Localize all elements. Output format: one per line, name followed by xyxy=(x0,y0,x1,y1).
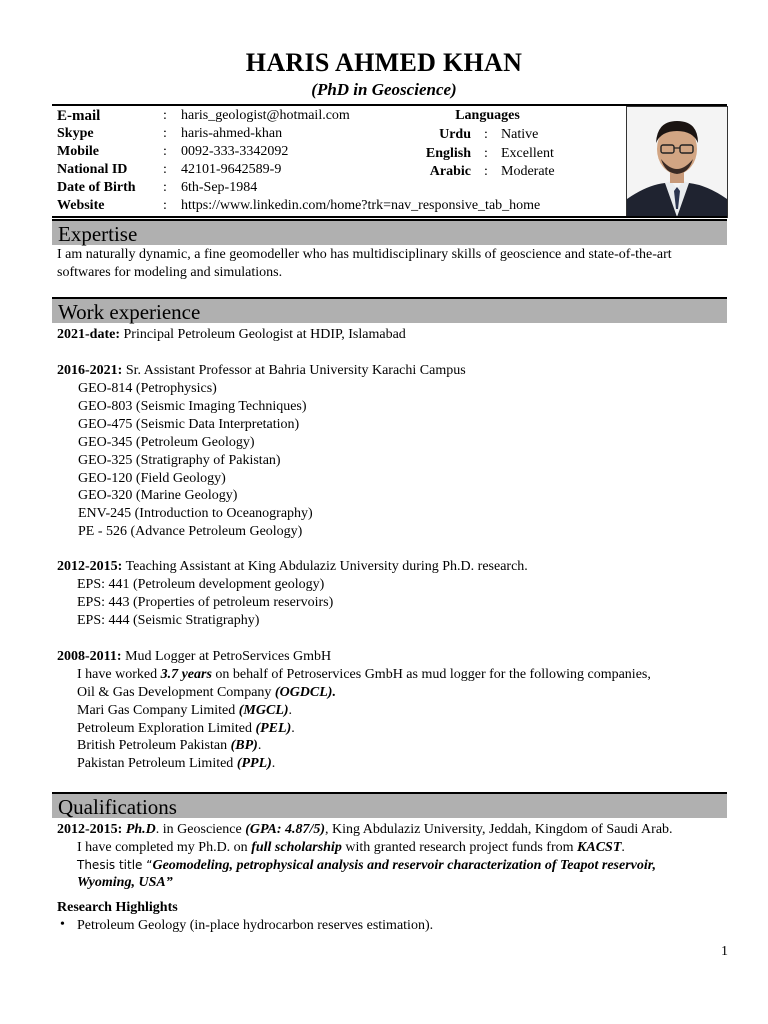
section-header-qualifications: Qualifications xyxy=(52,792,727,818)
skype-label: Skype xyxy=(57,126,94,141)
contact-row-mobile: Mobile : 0092-333-3342092 xyxy=(57,144,289,159)
job-entry: 2008-2011: Mud Logger at PetroServices GmbH xyxy=(57,649,332,664)
contact-row-email: E-mail : haris_geologist@hotmail.com xyxy=(57,108,350,124)
email-value[interactable]: haris_geologist@hotmail.com xyxy=(181,108,350,123)
qualification-entry: 2012-2015: Ph.D. in Geoscience (GPA: 4.87/5), King Abdulaziz University, Jeddah, Kingdom of Saudi Arab. xyxy=(57,822,673,837)
thesis-label: Thesis title “ xyxy=(77,858,153,872)
language-row: English : Excellent xyxy=(425,145,554,161)
mobile-value: 0092-333-3342092 xyxy=(181,144,289,159)
profile-photo xyxy=(626,106,728,218)
job-entry: 2012-2015: Teaching Assistant at King Abdulaziz University during Ph.D. research. xyxy=(57,559,528,574)
email-label: E-mail xyxy=(57,108,101,124)
course-item: GEO-814 (Petrophysics) xyxy=(78,381,217,396)
national-id-value: 42101-9642589-9 xyxy=(181,162,282,177)
skype-value: haris-ahmed-khan xyxy=(181,126,283,141)
expertise-text: I am naturally dynamic, a fine geomodeller who has multidisciplinary skills of geoscience and state-of-the-art softwares for modeling and simulations. xyxy=(57,247,672,280)
website-link[interactable]: https://www.linkedin.com/home?trk=nav_responsive_tab_home xyxy=(181,198,541,213)
contact-row-national-id: National ID : 42101-9642589-9 xyxy=(57,162,282,177)
course-item: GEO-325 (Stratigraphy of Pakistan) xyxy=(78,453,281,468)
page-number: 1 xyxy=(721,944,728,959)
languages-heading: Languages xyxy=(455,108,520,123)
company-item: British Petroleum Pakistan (BP). xyxy=(77,738,262,753)
national-id-label: National ID xyxy=(57,162,128,177)
highlight-item: Petroleum Geology (in-place hydrocarbon reserves estimation). xyxy=(77,918,434,933)
course-item: GEO-803 (Seismic Imaging Techniques) xyxy=(78,399,307,414)
contact-row-skype: Skype : haris-ahmed-khan xyxy=(57,126,283,141)
thesis-title: Thesis title “Geomodeling, petrophysical analysis and reservoir characterization of Teapot reservoir, xyxy=(77,858,656,873)
company-item: Petroleum Exploration Limited (PEL). xyxy=(77,721,295,736)
dob-value: 6th-Sep-1984 xyxy=(181,180,258,195)
thesis-title-continued: Wyoming, USA” xyxy=(77,875,173,890)
company-item: Pakistan Petroleum Limited (PPL). xyxy=(77,756,276,771)
course-item: ENV-245 (Introduction to Oceanography) xyxy=(78,506,313,521)
job-entry: 2016-2021: Sr. Assistant Professor at Bahria University Karachi Campus xyxy=(57,363,466,378)
course-item: EPS: 443 (Properties of petroleum reservoirs) xyxy=(77,595,334,610)
course-item: GEO-475 (Seismic Data Interpretation) xyxy=(78,417,300,432)
mobile-label: Mobile xyxy=(57,144,99,159)
candidate-name: HARIS AHMED KHAN xyxy=(245,48,523,77)
course-item: PE - 526 (Advance Petroleum Geology) xyxy=(78,524,303,539)
website-label: Website xyxy=(57,198,105,213)
course-item: EPS: 441 (Petroleum development geology) xyxy=(77,577,325,592)
contact-row-website: Website : https://www.linkedin.com/home?trk=nav_responsive_tab_home xyxy=(57,198,541,213)
course-item: EPS: 444 (Seismic Stratigraphy) xyxy=(77,613,260,628)
company-item: Oil & Gas Development Company (OGDCL). xyxy=(77,685,336,700)
languages-block xyxy=(400,107,575,182)
bullet-icon: • xyxy=(60,917,65,932)
language-row: Urdu : Native xyxy=(439,127,539,142)
job-entry: 2021-date: Principal Petroleum Geologist at HDIP, Islamabad xyxy=(57,327,406,342)
job-description: I have worked 3.7 years on behalf of Petroservices GmbH as mud logger for the following companies, xyxy=(77,667,651,682)
qualification-detail: I have completed my Ph.D. on full scholarship with granted research project funds from KACST. xyxy=(77,840,625,855)
language-row: Arabic : Moderate xyxy=(429,164,555,179)
contact-bottom-rule xyxy=(52,216,727,218)
course-item: GEO-345 (Petroleum Geology) xyxy=(78,435,255,450)
dob-label: Date of Birth xyxy=(57,180,136,195)
section-header-expertise: Expertise xyxy=(52,219,727,245)
candidate-degree: (PhD in Geoscience) xyxy=(311,80,457,99)
contact-row-dob: Date of Birth : 6th-Sep-1984 xyxy=(57,180,258,195)
company-item: Mari Gas Company Limited (MGCL). xyxy=(77,703,293,718)
research-highlights-heading: Research Highlights xyxy=(57,900,178,915)
section-header-work-experience: Work experience xyxy=(52,297,727,323)
course-item: GEO-120 (Field Geology) xyxy=(78,471,226,486)
course-item: GEO-320 (Marine Geology) xyxy=(78,488,238,503)
